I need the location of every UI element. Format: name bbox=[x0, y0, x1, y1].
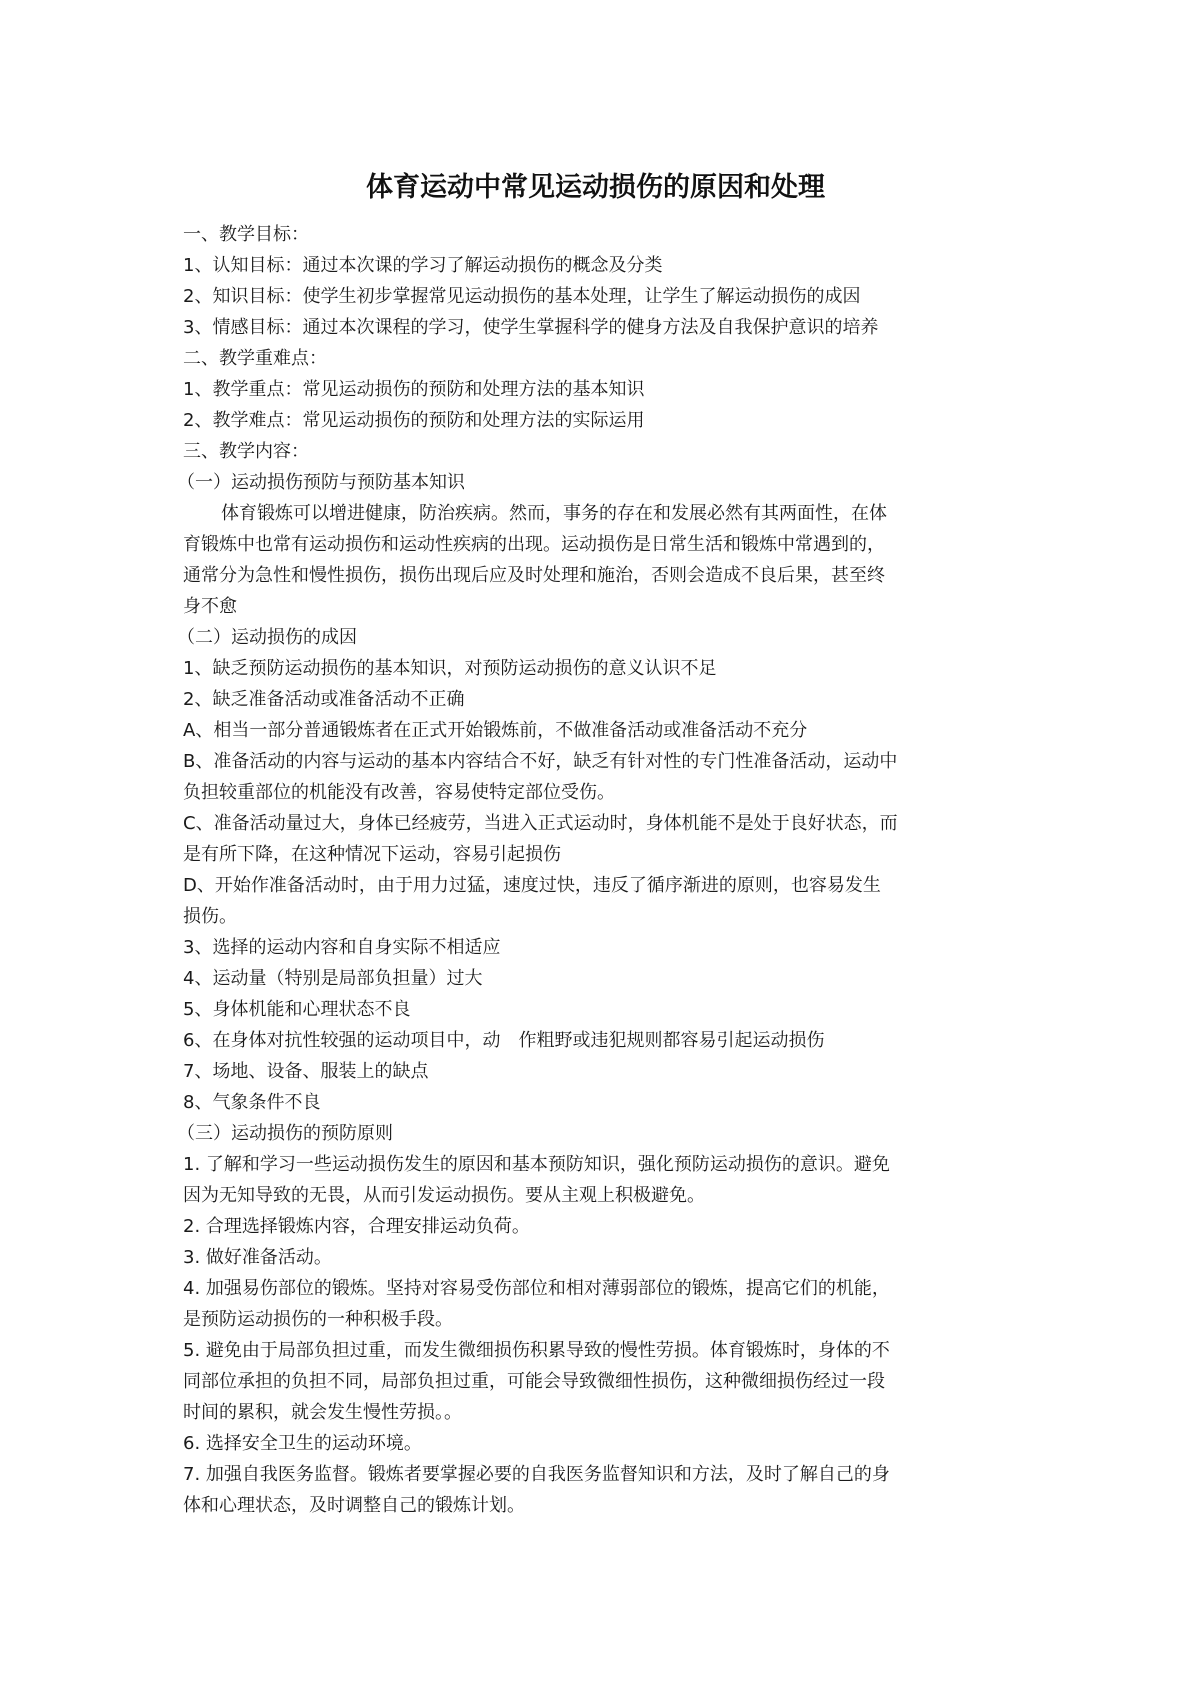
paragraph-line: 身不愈 bbox=[183, 596, 237, 617]
text-line: 8、气象条件不良 bbox=[183, 1092, 321, 1113]
text-line: B、准备活动的内容与运动的基本内容结合不好，缺乏有针对性的专门性准备活动，运动中 bbox=[183, 751, 898, 772]
text-line: 2、教学难点：常见运动损伤的预防和处理方法的实际运用 bbox=[183, 410, 645, 431]
text-line: 因为无知导致的无畏，从而引发运动损伤。要从主观上积极避免。 bbox=[183, 1185, 705, 1206]
text-line: 1、缺乏预防运动损伤的基本知识，对预防运动损伤的意义认识不足 bbox=[183, 658, 717, 679]
text-line: 1、教学重点：常见运动损伤的预防和处理方法的基本知识 bbox=[183, 379, 645, 400]
subsection-heading: （一）运动损伤预防与预防基本知识 bbox=[177, 472, 465, 493]
document-title: 体育运动中常见运动损伤的原因和处理 bbox=[366, 172, 825, 203]
text-line: 时间的累积，就会发生慢性劳损。。 bbox=[183, 1402, 462, 1423]
section-heading: 三、教学内容： bbox=[183, 441, 309, 462]
text-line: 负担较重部位的机能没有改善，容易使特定部位受伤。 bbox=[183, 782, 615, 803]
text-line: 3、选择的运动内容和自身实际不相适应 bbox=[183, 937, 501, 958]
text-line: 1、认知目标：通过本次课的学习了解运动损伤的概念及分类 bbox=[183, 255, 663, 276]
text-line: 是有所下降，在这种情况下运动，容易引起损伤 bbox=[183, 844, 561, 865]
text-line: 3. 做好准备活动。 bbox=[183, 1247, 332, 1268]
text-line: 2、知识目标：使学生初步掌握常见运动损伤的基本处理，让学生了解运动损伤的成因 bbox=[183, 286, 861, 307]
text-line: 5、身体机能和心理状态不良 bbox=[183, 999, 411, 1020]
paragraph-line: 通常分为急性和慢性损伤，损伤出现后应及时处理和施治，否则会造成不良后果，甚至终 bbox=[183, 565, 885, 586]
text-line: 7. 加强自我医务监督。锻炼者要掌握必要的自我医务监督知识和方法，及时了解自己的身 bbox=[183, 1464, 890, 1485]
subsection-heading: （二）运动损伤的成因 bbox=[177, 627, 357, 648]
section-heading: 一、教学目标： bbox=[183, 224, 309, 245]
section-heading: 二、教学重难点： bbox=[183, 348, 327, 369]
text-line: 3、情感目标：通过本次课程的学习，使学生掌握科学的健身方法及自我保护意识的培养 bbox=[183, 317, 879, 338]
text-line: 2. 合理选择锻炼内容，合理安排运动负荷。 bbox=[183, 1216, 530, 1237]
text-line: 同部位承担的负担不同，局部负担过重，可能会导致微细性损伤，这种微细损伤经过一段 bbox=[183, 1371, 885, 1392]
text-line: 体和心理状态，及时调整自己的锻炼计划。 bbox=[183, 1495, 525, 1516]
text-line: A、相当一部分普通锻炼者在正式开始锻炼前，不做准备活动或准备活动不充分 bbox=[183, 720, 808, 741]
paragraph-line: 体育锻炼可以增进健康，防治疾病。然而，事务的存在和发展必然有其两面性，在体 bbox=[221, 503, 887, 524]
text-line: 1. 了解和学习一些运动损伤发生的原因和基本预防知识，强化预防运动损伤的意识。避免 bbox=[183, 1154, 890, 1175]
text-line: C、准备活动量过大，身体已经疲劳，当进入正式运动时，身体机能不是处于良好状态，而 bbox=[183, 813, 898, 834]
document-body bbox=[177, 219, 1013, 1521]
text-line: 6. 选择安全卫生的运动环境。 bbox=[183, 1433, 422, 1454]
text-line: 7、场地、设备、服装上的缺点 bbox=[183, 1061, 429, 1082]
text-line: 是预防运动损伤的一种积极手段。 bbox=[183, 1309, 453, 1330]
text-line: 4、运动量（特别是局部负担量）过大 bbox=[183, 968, 483, 989]
text-line: D、开始作准备活动时，由于用力过猛，速度过快，违反了循序渐进的原则，也容易发生 bbox=[183, 875, 881, 896]
text-line: 4. 加强易伤部位的锻炼。坚持对容易受伤部位和相对薄弱部位的锻炼，提高它们的机能， bbox=[183, 1278, 890, 1299]
text-line: 5. 避免由于局部负担过重，而发生微细损伤积累导致的慢性劳损。体育锻炼时，身体的不 bbox=[183, 1340, 890, 1361]
text-line: 2、缺乏准备活动或准备活动不正确 bbox=[183, 689, 465, 710]
text-line: 损伤。 bbox=[183, 906, 237, 927]
paragraph-line: 育锻炼中也常有运动损伤和运动性疾病的出现。运动损伤是日常生活和锻炼中常遇到的， bbox=[183, 534, 885, 555]
text-line: 6、在身体对抗性较强的运动项目中，动 作粗野或违犯规则都容易引起运动损伤 bbox=[183, 1030, 825, 1051]
subsection-heading: （三）运动损伤的预防原则 bbox=[177, 1123, 393, 1144]
